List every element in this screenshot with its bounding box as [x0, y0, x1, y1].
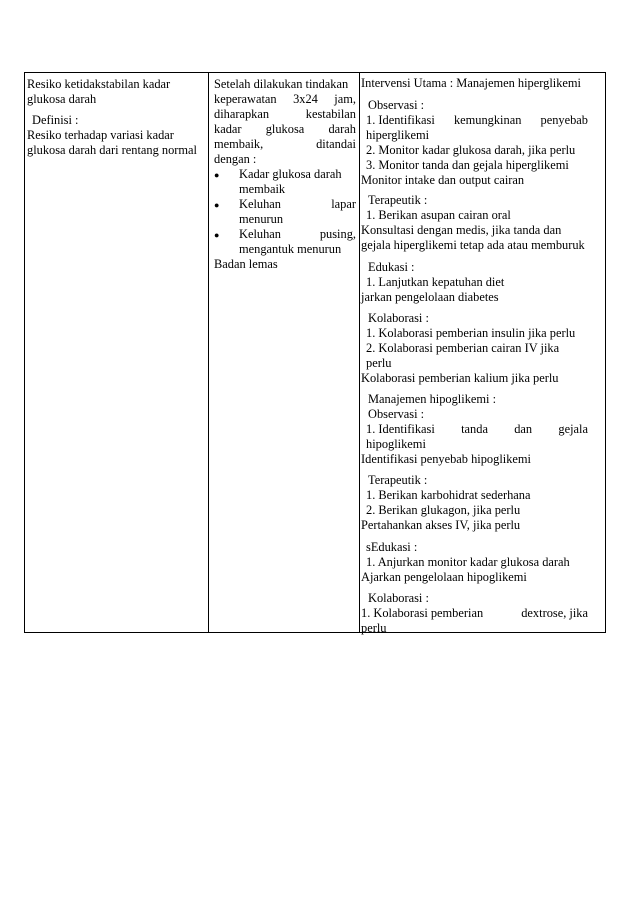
hypoglycemia-label: Manajemen hipoglikemi :: [368, 392, 497, 406]
outcome-column: [209, 73, 360, 632]
criteria-bullet-3: ● Keluhan pusing,: [239, 227, 356, 242]
definition-line1: Resiko terhadap variasi kadar: [27, 128, 174, 142]
outcome-line5: membaik, ditandai: [214, 137, 356, 151]
outcome-last-line: Badan lemas: [214, 257, 278, 271]
criteria-bullet-1: ● Kadar glukosa darah: [239, 167, 342, 182]
hypo-education-item-1: 1. Anjurkan monitor kadar glukosa darah: [366, 555, 570, 569]
collaboration-item-2-cont: perlu: [366, 356, 392, 370]
care-plan-table: [24, 72, 606, 633]
collaboration-item-3: Kolaborasi pemberian kalium jika perlu: [361, 371, 559, 385]
hypo-collaboration-item-1-cont: perlu: [361, 621, 387, 635]
therapeutic-item-1: 1. Berikan asupan cairan oral: [366, 208, 511, 222]
criteria-bullet-2-cont: menurun: [239, 212, 284, 226]
intervention-column: [360, 73, 605, 635]
hypo-education-label: sEdukasi :: [366, 540, 418, 554]
outcome-line1: Setelah dilakukan tindakan: [214, 77, 349, 91]
therapeutic-item-3: gejala hiperglikemi tetap ada atau memburuk: [361, 238, 585, 252]
observation-item-4: Monitor intake dan output cairan: [361, 173, 525, 187]
collaboration-label: Kolaborasi :: [368, 311, 429, 325]
observation-item-1: 1. Identifikasi kemungkinan penyebab: [366, 113, 588, 127]
education-label: Edukasi :: [368, 260, 415, 274]
criteria-bullet-2: ● Keluhan lapar: [239, 197, 356, 212]
hypo-therapeutic-item-3: Pertahankan akses IV, jika perlu: [361, 518, 521, 532]
diagnosis-title-line1: Resiko ketidakstabilan kadar: [27, 77, 171, 91]
observation-item-3: 3. Monitor tanda dan gejala hiperglikemi: [366, 158, 569, 172]
hypo-therapeutic-item-1: 1. Berikan karbohidrat sederhana: [366, 488, 531, 502]
definition-line2: glukosa darah dari rentang normal: [27, 143, 197, 157]
hypo-observation-item-2: Identifikasi penyebab hipoglikemi: [361, 452, 531, 466]
main-intervention: Intervensi Utama : Manajemen hiperglikemi: [361, 76, 581, 90]
hypo-therapeutic-item-2: 2. Berikan glukagon, jika perlu: [366, 503, 521, 517]
observation-item-1-cont: hiperglikemi: [366, 128, 430, 142]
outcome-line3: diharapkan kestabilan: [214, 107, 356, 121]
collaboration-item-2: 2. Kolaborasi pemberian cairan IV jika: [366, 341, 560, 355]
criteria-bullet-1-cont: membaik: [239, 182, 286, 196]
hypo-observation-item-1-cont: hipoglikemi: [366, 437, 426, 451]
therapeutic-item-2: Konsultasi dengan medis, jika tanda dan: [361, 223, 562, 237]
hypo-therapeutic-label: Terapeutik :: [368, 473, 428, 487]
hypo-collaboration-label: Kolaborasi :: [368, 591, 429, 605]
therapeutic-label: Terapeutik :: [368, 193, 428, 207]
outcome-line2: keperawatan 3x24 jam,: [214, 92, 356, 106]
definition-label: Definisi :: [32, 113, 79, 127]
outcome-line4: kadar glukosa darah: [214, 122, 356, 136]
observation-item-2: 2. Monitor kadar glukosa darah, jika perlu: [366, 143, 576, 157]
education-item-2: jarkan pengelolaan diabetes: [361, 290, 499, 304]
hypo-education-item-2: Ajarkan pengelolaan hipoglikemi: [361, 570, 527, 584]
observation-label: Observasi :: [368, 98, 425, 112]
hypo-observation-label: Observasi :: [368, 407, 425, 421]
hypo-observation-item-1: 1. Identifikasi tanda dan gejala: [366, 422, 588, 436]
diagnosis-column: [25, 73, 209, 632]
outcome-line6: dengan :: [214, 152, 257, 166]
hypo-collaboration-item-1: 1. Kolaborasi pemberian dextrose, jika: [361, 606, 588, 620]
criteria-bullet-3-cont: mengantuk menurun: [239, 242, 342, 256]
diagnosis-title-line2: glukosa darah: [27, 92, 97, 106]
education-item-1: 1. Lanjutkan kepatuhan diet: [366, 275, 505, 289]
collaboration-item-1: 1. Kolaborasi pemberian insulin jika perlu: [366, 326, 576, 340]
